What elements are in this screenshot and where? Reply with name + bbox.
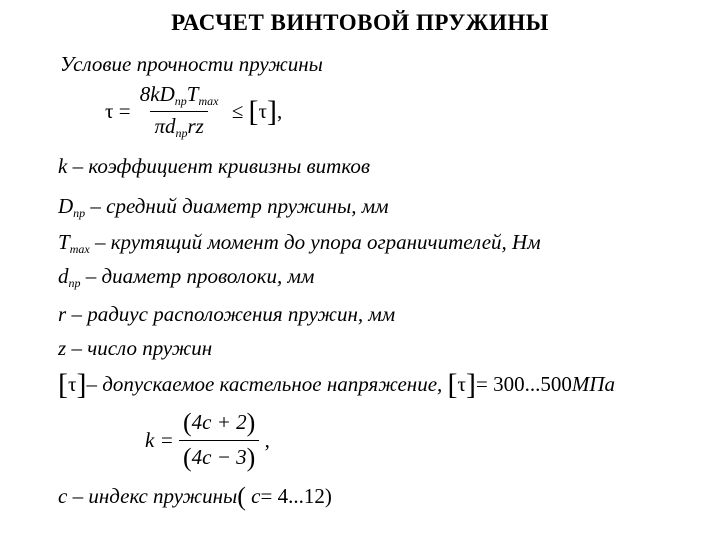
formula2-lhs: k = xyxy=(145,428,174,452)
formula-fraction xyxy=(136,82,223,141)
def-d-wire: $d_{пр}$ – диаметр проволоки, мм xyxy=(58,264,315,290)
strength-formula xyxy=(105,82,282,141)
formula2-denominator: (4c − 3) xyxy=(179,440,259,473)
formula2-numerator: (4c + 2) xyxy=(183,408,256,437)
formula2-fraction xyxy=(179,408,259,473)
page-title: РАСЧЕТ ВИНТОВОЙ ПРУЖИНЫ xyxy=(171,10,549,35)
curvature-formula: k = $\frac{(4c + 2)}{(4c - 3)}$ , xyxy=(145,408,270,472)
allowed-stress: [τ]– допускаемое кастельное напряжение, [τ]= 300...500МПа xyxy=(58,368,616,401)
def-z: z – число пружин xyxy=(58,336,213,360)
formula-rhs: [τ], xyxy=(248,94,283,128)
formula-relation: ≤ xyxy=(231,99,244,123)
formula-numerator: $8kD_{пр}Tmax$ xyxy=(139,82,219,108)
def-d-pr: $D_{пр}$ – средний диаметр пружины, мм xyxy=(58,194,389,220)
condition-text: Условие прочности пружины xyxy=(60,52,323,76)
def-k: k – коэффициент кривизны витков xyxy=(58,154,370,178)
formula-denominator: $\pi d_{пр}rz$ xyxy=(150,111,207,141)
def-r: r – радиус расположения пружин, мм xyxy=(58,302,396,326)
def-t-max: Tmax – крутящий момент до упора ограничителей, Нм xyxy=(58,230,541,256)
formula-lhs: τ = xyxy=(105,99,131,123)
def-c: c – индекс пружины( c= 4...12) xyxy=(58,482,332,511)
